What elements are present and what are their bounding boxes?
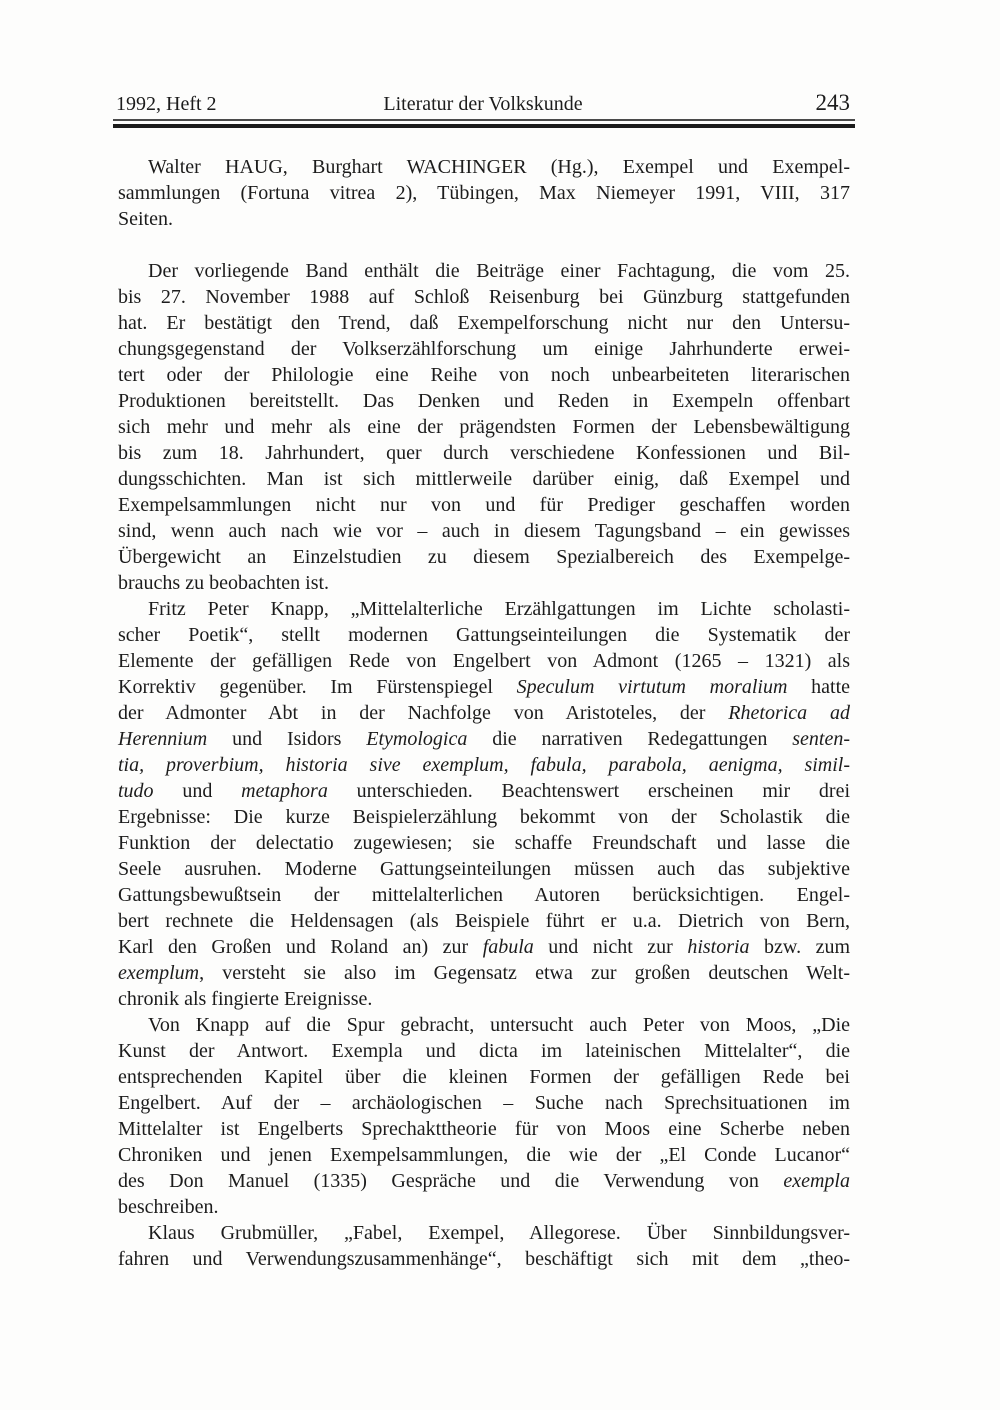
- text-run: Seiten.: [118, 208, 173, 230]
- text-line: [118, 1038, 850, 1064]
- text-line: [118, 284, 850, 310]
- text-run: unterschieden. Beachtenswert erscheinen mir drei: [327, 780, 851, 802]
- text-line: [118, 830, 850, 856]
- text-run: Elemente der gefälligen Rede von Engelbert von Admont (1265 – 1321) als: [118, 650, 850, 672]
- text-run: Chroniken und jenen Exempelsammlungen, die wie der „El Conde Lucanor“: [118, 1144, 850, 1166]
- text-run: brauchs zu beobachten ist.: [118, 572, 330, 594]
- text-line: [118, 336, 850, 362]
- header-double-rule: [113, 119, 855, 128]
- paragraph-review-moos: [118, 1012, 850, 1220]
- italic-text-run: fabula: [482, 936, 534, 958]
- body-text: [118, 154, 850, 1272]
- text-run: Exempelsammlungen nicht nur von und für Prediger geschaffen worden: [118, 494, 850, 516]
- text-line: [118, 1168, 850, 1194]
- text-run: Korrektiv gegenüber. Im Fürstenspiegel: [118, 676, 517, 698]
- text-run: sammlungen (Fortuna vitrea 2), Tübingen, Max Niemeyer 1991, VIII, 317: [118, 182, 850, 204]
- text-line: [118, 1116, 850, 1142]
- text-run: und nicht zur: [533, 936, 688, 958]
- text-run: bis zum 18. Jahrhundert, quer durch verschiedene Konfessionen und Bil-: [118, 442, 850, 464]
- text-run: dungsschichten. Man ist sich mittlerweile darüber einig, daß Exempel und: [118, 468, 850, 490]
- text-run: bert rechnete die Heldensagen (als Beispiele führt er u.a. Dietrich von Bern,: [118, 910, 850, 932]
- text-run: chronik als fingierte Ereignisse.: [118, 988, 373, 1010]
- text-line: [118, 154, 850, 180]
- text-line: [118, 544, 850, 570]
- text-run: sich mehr und mehr als eine der prägendsten Formen der Lebensbewältigung: [118, 416, 850, 438]
- text-run: sind, wenn auch nach wie vor – auch in diesem Tagungsband – ein gewisses: [118, 520, 850, 542]
- text-line: [118, 986, 850, 1012]
- text-run: Kunst der Antwort. Exempla und dicta im lateinischen Mittelalter“, die: [118, 1040, 850, 1062]
- text-run: beschreiben.: [118, 1196, 219, 1218]
- text-run: Klaus Grubmüller, „Fabel, Exempel, Allegorese. Über Sinnbildungsver-: [148, 1222, 850, 1244]
- text-run: die narrativen Redegattungen: [467, 728, 793, 750]
- text-run: hatte: [787, 676, 851, 698]
- header-issue: 1992, Heft 2: [116, 93, 217, 115]
- text-run: der Admonter Abt in der Nachfolge von Aristoteles, der: [118, 702, 729, 724]
- text-line: [118, 960, 850, 986]
- text-line: [118, 1194, 850, 1220]
- text-run: und Isidors: [207, 728, 367, 750]
- text-line: [118, 674, 850, 700]
- header-page-number: 243: [815, 90, 850, 115]
- italic-text-run: exemplum: [118, 962, 200, 984]
- text-run: hat. Er bestätigt den Trend, daß Exempelforschung nicht nur den Untersu-: [118, 312, 850, 334]
- text-run: Engelbert. Auf der – archäologischen – Suche nach Sprechsituationen im: [118, 1092, 850, 1114]
- text-run: und: [153, 780, 242, 802]
- italic-text-run: exempla: [783, 1170, 850, 1192]
- italic-text-run: tia, proverbium, historia sive exemplum, fabula, parabola, aenigma, simil-: [118, 754, 850, 776]
- text-line: [118, 492, 850, 518]
- italic-text-run: tudo: [118, 780, 154, 802]
- text-line: [118, 648, 850, 674]
- text-line: [118, 1090, 850, 1116]
- text-run: bis 27. November 1988 auf Schloß Reisenburg bei Günzburg stattgefunden: [118, 286, 850, 308]
- text-line: [118, 1246, 850, 1272]
- text-line: [118, 778, 850, 804]
- text-line: [118, 518, 850, 544]
- text-line: [118, 180, 850, 206]
- text-line: [118, 570, 850, 596]
- text-line: [118, 258, 850, 284]
- text-line: [118, 1064, 850, 1090]
- text-line: [118, 362, 850, 388]
- italic-text-run: Speculum virtutum moralium: [516, 676, 788, 698]
- text-run: fahren und Verwendungszusammenhänge“, beschäftigt sich mit dem „theo-: [118, 1248, 850, 1270]
- text-run: Der vorliegende Band enthält die Beiträge einer Fachtagung, die vom 25.: [148, 260, 850, 282]
- text-line: [118, 1220, 850, 1246]
- text-run: Funktion der delectatio zugewiesen; sie schaffe Freundschaft und lasse die: [118, 832, 850, 854]
- text-line: [118, 206, 850, 232]
- text-line: [118, 622, 850, 648]
- text-line: [118, 466, 850, 492]
- text-run: scher Poetik“, stellt modernen Gattungseinteilungen die Systematik der: [118, 624, 850, 646]
- italic-text-run: Herennium: [118, 728, 208, 750]
- italic-text-run: senten-: [792, 728, 850, 750]
- header-journal-title: Literatur der Volkskunde: [383, 93, 583, 115]
- text-run: Ergebnisse: Die kurze Beispielerzählung bekommt von der Scholastik die: [118, 806, 850, 828]
- text-line: [118, 414, 850, 440]
- text-line: [118, 596, 850, 622]
- text-run: , versteht sie also im Gegensatz etwa zur großen deutschen Welt-: [199, 962, 850, 984]
- text-line: [118, 700, 850, 726]
- text-run: bzw. zum: [749, 936, 850, 958]
- paragraph-review-intro: [118, 258, 850, 596]
- text-line: [118, 1142, 850, 1168]
- text-line: [118, 882, 850, 908]
- text-run: Übergewicht an Einzelstudien zu diesem Spezialbereich des Exempelge-: [118, 546, 850, 568]
- text-run: des Don Manuel (1335) Gespräche und die Verwendung von: [118, 1170, 784, 1192]
- text-line: [118, 908, 850, 934]
- paragraph-review-grubmueller: [118, 1220, 850, 1272]
- text-line: [118, 752, 850, 778]
- italic-text-run: Etymologica: [366, 728, 468, 750]
- text-run: Von Knapp auf die Spur gebracht, untersucht auch Peter von Moos, „Die: [148, 1014, 850, 1036]
- running-head: [116, 90, 850, 116]
- text-line: [118, 440, 850, 466]
- text-run: Walter HAUG, Burghart WACHINGER (Hg.), Exempel und Exempel-: [148, 156, 850, 178]
- text-run: entsprechenden Kapitel über die kleinen Formen der gefälligen Rede bei: [118, 1066, 850, 1088]
- paragraph-review-knapp: [118, 596, 850, 1012]
- italic-text-run: Rhetorica ad: [728, 702, 850, 724]
- text-run: Seele ausruhen. Moderne Gattungseinteilungen müssen auch das subjektive: [118, 858, 850, 880]
- text-line: [118, 310, 850, 336]
- text-line: [118, 804, 850, 830]
- text-line: [118, 1012, 850, 1038]
- italic-text-run: historia: [687, 936, 750, 958]
- text-run: Mittelalter ist Engelberts Sprechakttheorie für von Moos eine Scherbe neben: [118, 1118, 850, 1140]
- text-run: Gattungsbewußtsein der mittelalterlichen Autoren berücksichtigen. Engel-: [118, 884, 850, 906]
- text-line: [118, 856, 850, 882]
- text-line: [118, 388, 850, 414]
- text-run: Fritz Peter Knapp, „Mittelalterliche Erzählgattungen im Lichte scholasti-: [148, 598, 850, 620]
- text-run: Produktionen bereitstellt. Das Denken und Reden in Exempeln offenbart: [118, 390, 850, 412]
- text-run: tert oder der Philologie eine Reihe von noch unbearbeiteten literarischen: [118, 364, 850, 386]
- text-line: [118, 934, 850, 960]
- italic-text-run: metaphora: [241, 780, 328, 802]
- text-run: Karl den Großen und Roland an) zur: [118, 936, 483, 958]
- paragraph-bibliography: [118, 154, 850, 232]
- text-run: chungsgegenstand der Volkserzählforschung um einige Jahrhunderte erwei-: [118, 338, 850, 360]
- text-line: [118, 726, 850, 752]
